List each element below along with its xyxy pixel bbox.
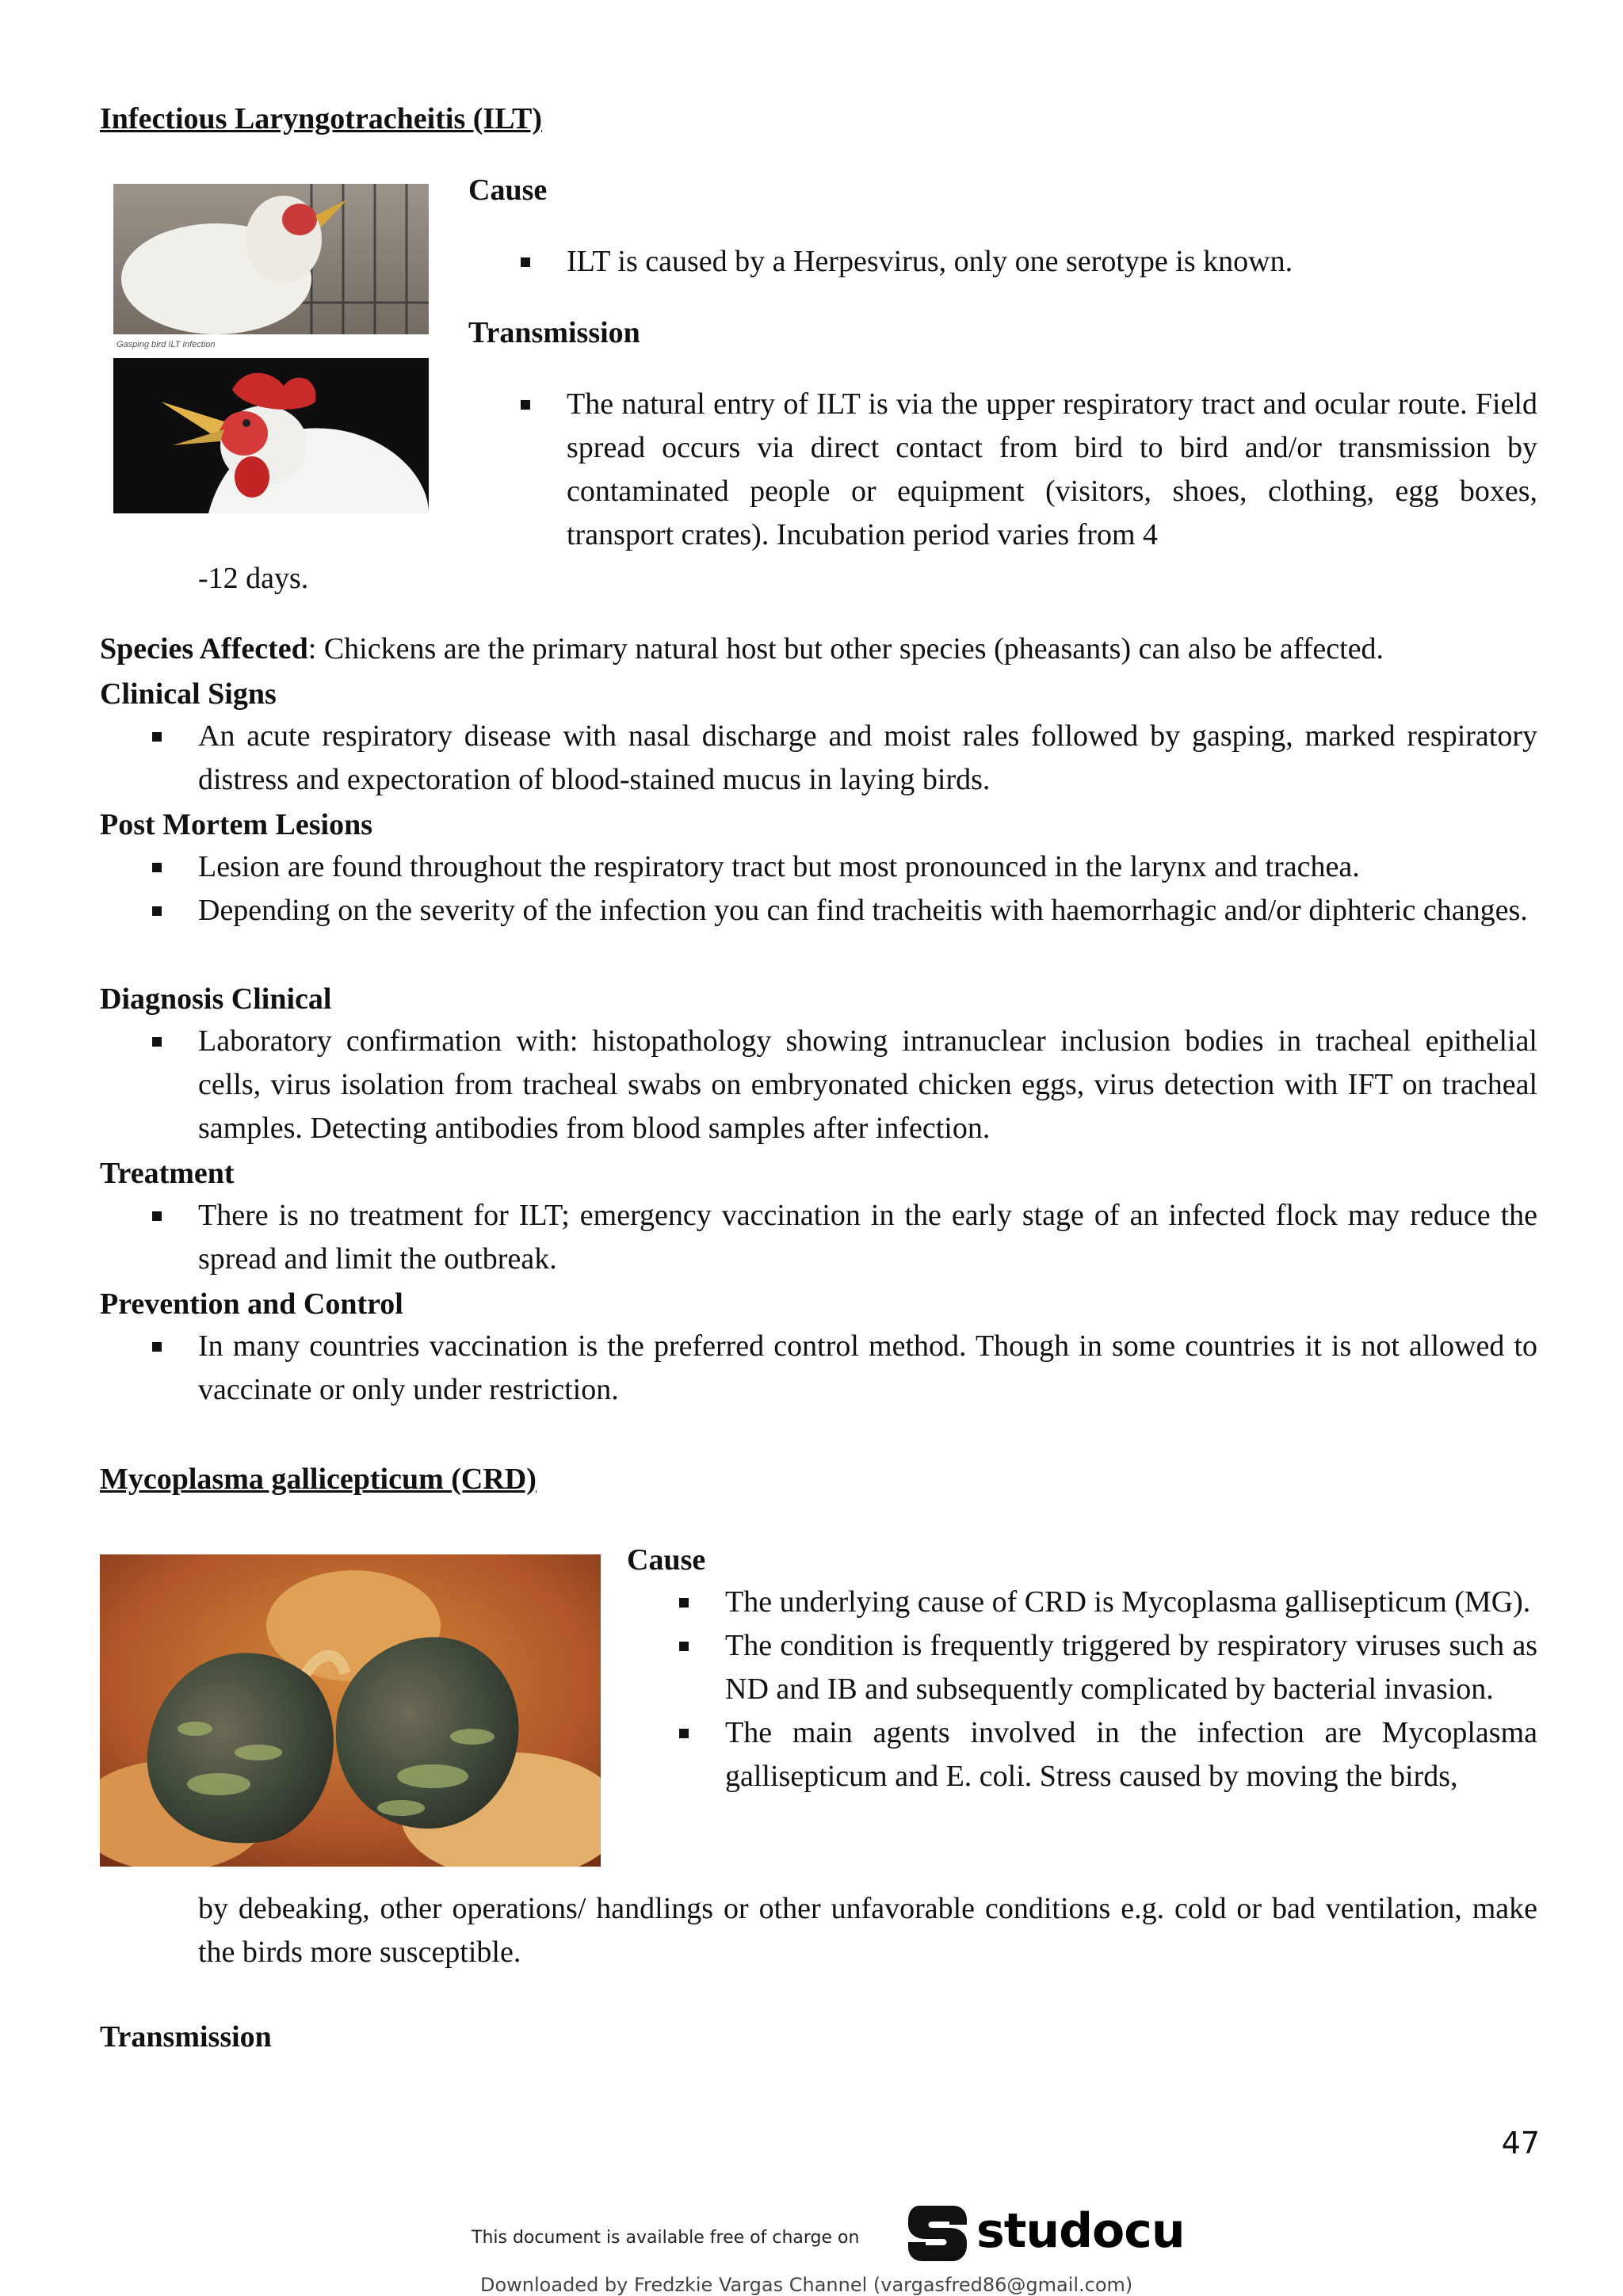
ilt-cause-list	[567, 240, 1537, 284]
ilt-prevention-list	[198, 1325, 1537, 1412]
bullet-square-icon	[152, 1342, 162, 1352]
ilt-species-affected	[100, 627, 1550, 671]
crd-cause-list	[725, 1581, 1537, 1798]
ilt-photo-gasping-bird	[113, 184, 429, 352]
ilt-species-label: Species Affected	[100, 632, 308, 666]
bullet-square-icon	[679, 1642, 689, 1651]
ilt-transmission-text: The natural entry of ILT is via the upper respiratory tract and ocular route. Field spread occurs via direct contact from bird to bird and/or transmission by contaminated people or equipment (visitors, shoes, clothing, egg boxes, transport crates). Incubation period varies from 4	[567, 387, 1537, 551]
list-item: Depending on the severity of the infection you can find tracheitis with haemorrhagic and/or diphteric changes.	[198, 889, 1537, 933]
ilt-diagnosis-heading: Diagnosis Clinical	[100, 982, 332, 1016]
bullet-square-icon	[679, 1729, 689, 1738]
ilt-photo-caption: Gasping bird ILT infection	[116, 340, 216, 349]
ilt-cause-heading: Cause	[468, 174, 548, 207]
list-item: An acute respiratory disease with nasal discharge and moist rales followed by gasping, marked respiratory distress and expectoration of blood-stained mucus in laying birds.	[198, 715, 1537, 802]
bullet-square-icon	[679, 1598, 689, 1608]
ilt-pm-list	[198, 845, 1537, 933]
bullet-square-icon	[152, 1037, 162, 1047]
studocu-logo-link[interactable]	[903, 2201, 1185, 2264]
ilt-treatment-list	[198, 1194, 1537, 1281]
list-item: ILT is caused by a Herpesvirus, only one serotype is known.	[567, 240, 1537, 284]
list-item: The condition is frequently triggered by respiratory viruses such as ND and IB and subsequently complicated by bacterial invasion.	[725, 1624, 1537, 1711]
studocu-brand: studocu	[976, 2203, 1185, 2259]
ilt-photo-rooster	[113, 358, 429, 513]
ilt-transmission-tail: -12 days.	[198, 562, 309, 595]
crd-photo-air-sacs	[100, 1554, 601, 1867]
list-item: The underlying cause of CRD is Mycoplasma gallisepticum (MG).	[725, 1581, 1537, 1624]
bullet-square-icon	[152, 906, 162, 916]
bullet-square-icon	[521, 257, 530, 267]
crd-title: Mycoplasma gallicepticum (CRD)	[100, 1463, 537, 1496]
ilt-transmission-heading: Transmission	[468, 316, 640, 349]
crd-cause-tail: by debeaking, other operations/ handlings or other unfavorable conditions e.g. cold or bad ventilation, make the birds more susceptible.	[198, 1892, 1537, 1969]
ilt-prevention-heading: Prevention and Control	[100, 1287, 403, 1321]
bullet-square-icon	[521, 400, 530, 410]
ilt-pm-heading: Post Mortem Lesions	[100, 808, 373, 841]
ilt-clinical-heading: Clinical Signs	[100, 677, 277, 711]
list-item: There is no treatment for ILT; emergency vaccination in the early stage of an infected flock may reduce the spread and limit the outbreak.	[198, 1194, 1537, 1281]
crd-cause-heading: Cause	[627, 1543, 706, 1577]
ilt-clinical-list	[198, 715, 1537, 802]
page-number: 47	[1501, 2126, 1540, 2161]
list-item: In many countries vaccination is the preferred control method. Though in some countries it is not allowed to vaccinate or only under restriction.	[198, 1325, 1537, 1412]
footer-downloaded-text: Downloaded by Fredzkie Vargas Channel (vargasfred86@gmail.com)	[480, 2274, 1133, 2296]
bullet-square-icon	[152, 732, 162, 742]
list-item: Laboratory confirmation with: histopathology showing intranuclear inclusion bodies in tracheal epithelial cells, virus isolation from tracheal swabs on embryonated chicken eggs, virus detection with IFT on tracheal samples. Detecting antibodies from blood samples after infection.	[198, 1020, 1537, 1150]
studocu-logo-icon	[903, 2201, 972, 2264]
bullet-square-icon	[152, 1211, 162, 1221]
footer-available-text: This document is available free of charge on	[472, 2228, 860, 2248]
ilt-species-text: : Chickens are the primary natural host but other species (pheasants) can also be affected.	[307, 632, 1384, 666]
ilt-treatment-heading: Treatment	[100, 1157, 235, 1190]
list-item: Lesion are found throughout the respiratory tract but most pronounced in the larynx and trachea.	[198, 845, 1537, 889]
ilt-diagnosis-list	[198, 1020, 1537, 1150]
crd-transmission-heading: Transmission	[100, 2020, 272, 2054]
ilt-transmission-item	[567, 383, 1537, 557]
list-item: The main agents involved in the infection are Mycoplasma gallisepticum and E. coli. Stress caused by moving the birds,	[725, 1711, 1537, 1798]
bullet-square-icon	[152, 863, 162, 872]
ilt-title: Infectious Laryngotracheitis (ILT)	[100, 102, 543, 135]
